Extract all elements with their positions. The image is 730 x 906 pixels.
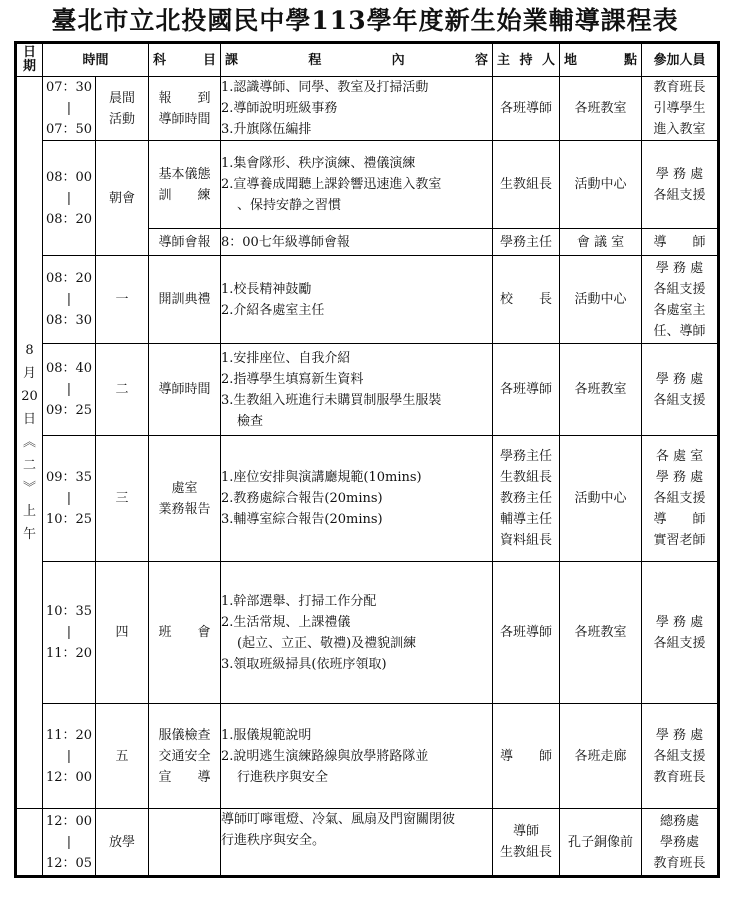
- content-cell: [221, 436, 493, 562]
- host-cell: [493, 436, 560, 562]
- content-line: 2.介紹各處室主任: [221, 302, 325, 318]
- host-text: 導師: [513, 824, 540, 839]
- time-start: 10：35: [45, 604, 93, 619]
- time-start: 08：00: [45, 169, 93, 185]
- time-end: 12：00: [45, 769, 93, 785]
- header-content-a: 課: [225, 52, 239, 68]
- time-cell: [43, 562, 96, 704]
- time-end: 08：20: [45, 211, 93, 227]
- time-sep: |: [66, 190, 72, 206]
- host-text: 生教組長: [500, 470, 553, 485]
- time-sep: |: [66, 292, 72, 307]
- subject-text: 處室: [171, 480, 198, 496]
- content-line: 2.教務處綜合報告(20mins): [221, 491, 383, 506]
- content-line: 、保持安静之習慣: [237, 198, 342, 213]
- host-cell: 各班導師: [493, 344, 560, 436]
- date-char: 月: [22, 366, 36, 381]
- host-cell: 導 師: [493, 704, 560, 809]
- location-cell: 活動中心: [560, 256, 642, 344]
- table-row: [16, 141, 719, 229]
- header-date-1: 日: [22, 45, 36, 60]
- subject-cell: [149, 141, 221, 229]
- host-text: 資料組長: [500, 533, 553, 548]
- participant-text: 教育班長: [653, 769, 706, 785]
- period-cell: 一: [96, 256, 149, 344]
- participant-text: 各組支援: [653, 187, 706, 203]
- host-cell: [493, 77, 560, 141]
- participants-cell: [642, 77, 719, 141]
- date-cell-empty: [16, 809, 43, 877]
- content-line: 行進秩序與安全: [237, 769, 329, 785]
- participant-text: 任、導師: [653, 323, 706, 339]
- host-cell: [493, 141, 560, 229]
- date-char: 上: [22, 504, 36, 519]
- period-cell: [96, 141, 149, 256]
- time-cell: [43, 77, 96, 141]
- content-line: 3.輔導室綜合報告(20mins): [221, 512, 383, 527]
- participant-text: 引導學生: [653, 101, 706, 116]
- header-subject-a: 科: [153, 52, 167, 68]
- time-cell: [43, 704, 96, 809]
- location-cell: 各班走廊: [560, 704, 642, 809]
- time-end: 10：25: [45, 512, 93, 527]
- participant-text: 總務處: [660, 813, 700, 829]
- subject-cell: [149, 436, 221, 562]
- subject-cell: [149, 704, 221, 809]
- content-line: 1.集會隊形、秩序演練、禮儀演練: [221, 156, 416, 171]
- time-sep: |: [66, 382, 72, 397]
- host-cell: [493, 809, 560, 877]
- content-line: 3.領取班級掃具(依班序領取): [221, 656, 387, 672]
- content-line: 2.生活常規、上課禮儀: [221, 614, 351, 630]
- subject-text: 報 到: [158, 90, 211, 106]
- content-line: 1.座位安排與演講廳規範(10mins): [221, 470, 422, 485]
- host-text: 生教組長: [500, 845, 553, 860]
- participant-text: 實習老師: [653, 533, 706, 548]
- host-text: 輔導主任: [500, 512, 553, 527]
- period-cell: 四: [96, 562, 149, 704]
- content-line: 3.生教組入班進行未購買制服學生服裝: [221, 392, 442, 408]
- period-text: 朝會: [109, 190, 136, 206]
- content-line: 1.校長精神鼓勵: [221, 281, 312, 297]
- header-subject: [149, 43, 221, 77]
- participants-cell: [642, 562, 719, 704]
- header-content-d: 容: [475, 52, 489, 68]
- table-row: [16, 256, 719, 344]
- period-text: 晨間: [109, 90, 136, 106]
- subject-cell: [149, 809, 221, 877]
- host-cell: 學務主任: [493, 229, 560, 256]
- header-participants: 參加人員: [642, 43, 719, 77]
- header-host-c: 人: [541, 52, 555, 68]
- header-content-c: 內: [391, 52, 405, 68]
- participant-text: 學 務 處: [655, 727, 704, 743]
- content-line: 8：00七年級導師會報: [221, 234, 350, 250]
- subject-text: 宣 導: [158, 769, 211, 785]
- content-line: 2.說明逃生演練路線與放學將路隊並: [221, 748, 429, 764]
- date-char: ︽: [22, 435, 36, 450]
- header-host: [493, 43, 560, 77]
- content-line: 1.服儀規範說明: [221, 727, 312, 743]
- header-host-a: 主: [497, 52, 511, 68]
- participant-text: 各組支援: [653, 635, 706, 651]
- participants-cell: [642, 704, 719, 809]
- period-text: 活動: [109, 111, 136, 127]
- period-cell: 五: [96, 704, 149, 809]
- table-row: [16, 77, 719, 141]
- subject-cell: [149, 77, 221, 141]
- time-start: 09：35: [45, 470, 93, 485]
- participant-text: 學 務 處: [655, 260, 704, 276]
- content-line: 1.安排座位、自我介紹: [221, 350, 351, 366]
- time-cell: [43, 256, 96, 344]
- participant-text: 各組支援: [653, 748, 706, 764]
- participant-text: 各 處 室: [655, 449, 704, 464]
- time-sep: |: [66, 625, 72, 640]
- location-cell: 活動中心: [560, 141, 642, 229]
- participants-cell: 導 師: [642, 229, 719, 256]
- time-cell: [43, 809, 96, 877]
- time-start: 11：20: [45, 727, 93, 743]
- content-cell: [221, 344, 493, 436]
- subject-text: 導師時間: [158, 111, 211, 127]
- period-cell: 放學: [96, 809, 149, 877]
- content-line: 2.宣導養成聞聽上課鈴響迅速進入教室: [221, 177, 442, 192]
- table-row: [16, 436, 719, 562]
- subject-text: 基本儀態: [158, 166, 211, 182]
- subject-cell: 開訓典禮: [149, 256, 221, 344]
- participants-cell: [642, 344, 719, 436]
- participant-text: 教育班長: [653, 80, 706, 95]
- content-cell: [221, 809, 493, 877]
- table-row: [16, 809, 719, 877]
- time-start: 08：20: [45, 271, 93, 286]
- date-char: 20: [21, 389, 38, 404]
- time-start: 08：40: [45, 361, 93, 376]
- content-cell: [221, 562, 493, 704]
- location-cell: 孔子銅像前: [560, 809, 642, 877]
- header-subject-b: 目: [203, 52, 217, 68]
- subject-text: 業務報告: [158, 501, 211, 517]
- header-content-b: 程: [308, 52, 322, 68]
- participant-text: 各處室主: [653, 302, 706, 318]
- period-cell: 二: [96, 344, 149, 436]
- content-line: 3.升旗隊伍編排: [221, 122, 312, 137]
- content-cell: [221, 704, 493, 809]
- subject-text: 服儀檢查: [158, 727, 211, 743]
- subject-cell: 班 會: [149, 562, 221, 704]
- header-row: [16, 43, 719, 77]
- date-char: 日: [22, 412, 36, 427]
- host-text: 生教組長: [500, 177, 553, 192]
- location-cell: 各班教室: [560, 77, 642, 141]
- participant-text: 各組支援: [653, 392, 706, 408]
- time-end: 09：25: [45, 403, 93, 418]
- time-sep: |: [66, 834, 72, 850]
- time-end: 08：30: [45, 313, 93, 328]
- content-cell: [221, 141, 493, 229]
- host-text: 各班導師: [500, 101, 553, 116]
- host-cell: 校 長: [493, 256, 560, 344]
- content-line: (起立、立正、敬禮)及禮貌訓練: [237, 635, 417, 651]
- date-cell: [16, 77, 43, 809]
- header-time: 時間: [43, 43, 149, 77]
- location-cell: 活動中心: [560, 436, 642, 562]
- time-cell: [43, 436, 96, 562]
- participant-text: 學務處: [660, 834, 700, 850]
- content-line: 檢查: [237, 413, 264, 429]
- host-text: 教務主任: [500, 491, 553, 506]
- content-line: 導師叮嚀電燈、冷氣、風扇及門窗關閉彼: [221, 812, 456, 827]
- header-location-b: 點: [624, 52, 638, 68]
- header-date-2: 期: [22, 59, 36, 74]
- content-line: 2.指導學生填寫新生資料: [221, 371, 364, 387]
- subject-cell: 導師會報: [149, 229, 221, 256]
- schedule-table: [14, 41, 720, 878]
- participant-text: 學 務 處: [655, 371, 704, 387]
- location-cell: 各班教室: [560, 562, 642, 704]
- content-cell: [221, 229, 493, 256]
- participant-text: 教育班長: [653, 855, 706, 871]
- header-location-a: 地: [564, 52, 578, 68]
- page-title: 臺北市立北投國民中學113學年度新生始業輔導課程表: [51, 6, 679, 35]
- date-char: 二: [22, 458, 36, 473]
- participant-text: 學 務 處: [655, 614, 704, 630]
- participants-cell: [642, 141, 719, 229]
- time-end: 07：50: [45, 122, 93, 137]
- period-cell: [96, 77, 149, 141]
- content-line: 2.導師說明班級事務: [221, 101, 338, 116]
- participants-cell: [642, 809, 719, 877]
- date-char: 8: [25, 343, 34, 358]
- time-sep: |: [66, 491, 72, 506]
- header-location: [560, 43, 642, 77]
- time-end: 12：05: [45, 855, 93, 871]
- content-line: 1.幹部選舉、打掃工作分配: [221, 593, 377, 609]
- location-cell: 各班教室: [560, 344, 642, 436]
- time-start: 12：00: [45, 813, 93, 829]
- time-cell: [43, 344, 96, 436]
- participants-cell: [642, 256, 719, 344]
- header-host-b: 持: [519, 52, 533, 68]
- table-row: [16, 704, 719, 809]
- content-line: 行進秩序與安全。: [221, 833, 326, 848]
- time-sep: |: [66, 101, 72, 116]
- host-text: 學務主任: [500, 449, 553, 464]
- host-cell: 各班導師: [493, 562, 560, 704]
- content-cell: [221, 77, 493, 141]
- participants-cell: [642, 436, 719, 562]
- time-end: 11：20: [45, 646, 93, 661]
- header-date: [16, 43, 43, 77]
- time-cell: [43, 141, 96, 256]
- date-char: ︾: [22, 481, 36, 496]
- period-cell: 三: [96, 436, 149, 562]
- content-line: 1.認識導師、同學、教室及打掃活動: [221, 80, 429, 95]
- participant-text: 各組支援: [653, 491, 706, 506]
- header-content: [221, 43, 493, 77]
- participant-text: 各組支援: [653, 281, 706, 297]
- participant-text: 學 務 處: [655, 166, 704, 182]
- time-start: 07：30: [45, 80, 93, 95]
- subject-text: 訓 練: [158, 187, 211, 203]
- content-cell: [221, 256, 493, 344]
- date-char: 午: [22, 527, 36, 542]
- participant-text: 導 師: [653, 512, 706, 527]
- location-cell: 會 議 室: [560, 229, 642, 256]
- table-row: [16, 562, 719, 704]
- time-sep: |: [66, 748, 72, 764]
- table-row: [16, 344, 719, 436]
- participant-text: 進入教室: [653, 122, 706, 137]
- participant-text: 學 務 處: [655, 470, 704, 485]
- subject-cell: 導師時間: [149, 344, 221, 436]
- subject-text: 交通安全: [158, 748, 211, 764]
